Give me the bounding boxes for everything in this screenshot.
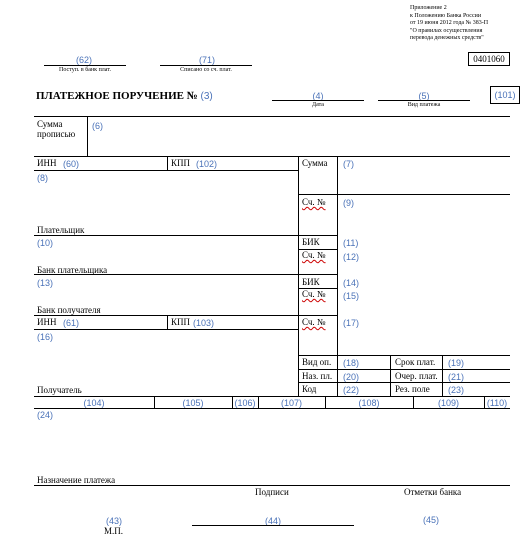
purpose-label: Назначение платежа: [37, 475, 116, 485]
naz-code: (20): [343, 372, 360, 382]
appendix-line: от 19 июня 2012 года № 383-П: [410, 20, 489, 26]
payee-bank-label: Банк получателя: [37, 305, 101, 315]
purpose-code: (24): [37, 410, 54, 420]
vid-op-code: (18): [343, 358, 360, 368]
payer-name-code: (8): [37, 173, 48, 183]
tax-field-110: (110): [486, 398, 508, 408]
debited-label: Списано со сч. плат.: [180, 67, 232, 73]
date-code: (4): [312, 91, 324, 101]
received-code: (62): [75, 55, 92, 65]
naz-label: Наз. пл.: [302, 371, 333, 381]
payee-kpp-code: (103): [193, 318, 215, 328]
acc3-label: Сч. №: [302, 289, 326, 299]
payer-inn-code: (60): [63, 159, 80, 169]
appendix-line: перевода денежных средств": [410, 35, 484, 41]
amount-words-label-2: прописью: [37, 129, 76, 139]
bik1-code: (11): [343, 238, 359, 248]
payer-label: Плательщик: [37, 225, 85, 235]
bank-marks-label: Отметки банка: [404, 487, 462, 497]
amount-label: Сумма: [302, 158, 328, 168]
payee-inn-label: ИНН: [37, 317, 57, 327]
amount-code: (7): [343, 159, 354, 169]
bank-marks-code: (45): [423, 515, 440, 525]
received-label: Поступ. в банк плат.: [59, 67, 111, 73]
payer-bank-name-code: (13): [37, 278, 54, 288]
payer-kpp-code: (102): [196, 159, 218, 169]
tax-field-107: (107): [280, 398, 302, 408]
acc2-label: Сч. №: [302, 250, 326, 260]
payer-bank-code-left: (10): [37, 238, 54, 248]
stamp-label: М.П.: [104, 526, 124, 536]
tax-field-106: (106): [234, 398, 256, 408]
rez-label: Рез. поле: [395, 384, 430, 394]
tax-field-108: (108): [358, 398, 380, 408]
bik2-label: БИК: [302, 277, 320, 287]
stamp-code: (43): [106, 516, 123, 526]
document-title: [36, 90, 213, 102]
payer-inn-label: ИНН: [37, 158, 57, 168]
acc1-label: Сч. №: [302, 197, 326, 207]
signature-code: (44): [264, 516, 281, 526]
tax-field-105: (105): [182, 398, 204, 408]
bik1-label: БИК: [302, 237, 320, 247]
number-code: (3): [200, 91, 213, 102]
acc3-code: (15): [343, 291, 360, 301]
payee-inn-code: (61): [63, 318, 80, 328]
payee-kpp-label: КПП: [171, 317, 191, 327]
debited-code: (71): [198, 55, 215, 65]
amount-words-label: Сумма: [37, 119, 63, 129]
vid-op-label: Вид оп.: [302, 357, 332, 367]
type-label: Вид платежа: [407, 102, 441, 108]
tax-field-109: (109): [437, 398, 459, 408]
appendix-line: Приложение 2: [410, 5, 447, 11]
bik2-code: (14): [343, 278, 360, 288]
acc1-code: (9): [343, 198, 354, 208]
payee-name-code: (16): [37, 332, 54, 342]
signatures-label: Подписи: [255, 487, 289, 497]
appendix-line: "О правилах осуществления: [410, 27, 483, 34]
status-box: (101): [490, 86, 520, 104]
kod-label: Код: [302, 384, 317, 394]
payer-bank-label: Банк плательщика: [37, 265, 108, 275]
acc2-code: (12): [343, 252, 360, 262]
ocher-label: Очер. плат.: [395, 371, 438, 381]
ocher-code: (21): [448, 372, 465, 382]
acc4-label: Сч. №: [302, 317, 326, 327]
kod-code: (22): [343, 385, 360, 395]
payee-label: Получатель: [37, 385, 82, 395]
srok-code: (19): [448, 358, 465, 368]
amount-words-code: (6): [92, 121, 103, 131]
appendix-line: к Положению Банка России: [410, 12, 482, 19]
rez-code: (23): [448, 385, 465, 395]
tax-field-104: (104): [83, 398, 105, 408]
date-label: Дата: [312, 102, 324, 108]
title-text: ПЛАТЕЖНОЕ ПОРУЧЕНИЕ №: [36, 90, 198, 102]
payer-kpp-label: КПП: [171, 158, 191, 168]
type-code: (5): [418, 91, 430, 101]
srok-label: Срок плат.: [395, 357, 436, 367]
acc4-code: (17): [343, 318, 360, 328]
form-code: 0401060: [468, 52, 510, 66]
appendix-note: [410, 5, 488, 43]
